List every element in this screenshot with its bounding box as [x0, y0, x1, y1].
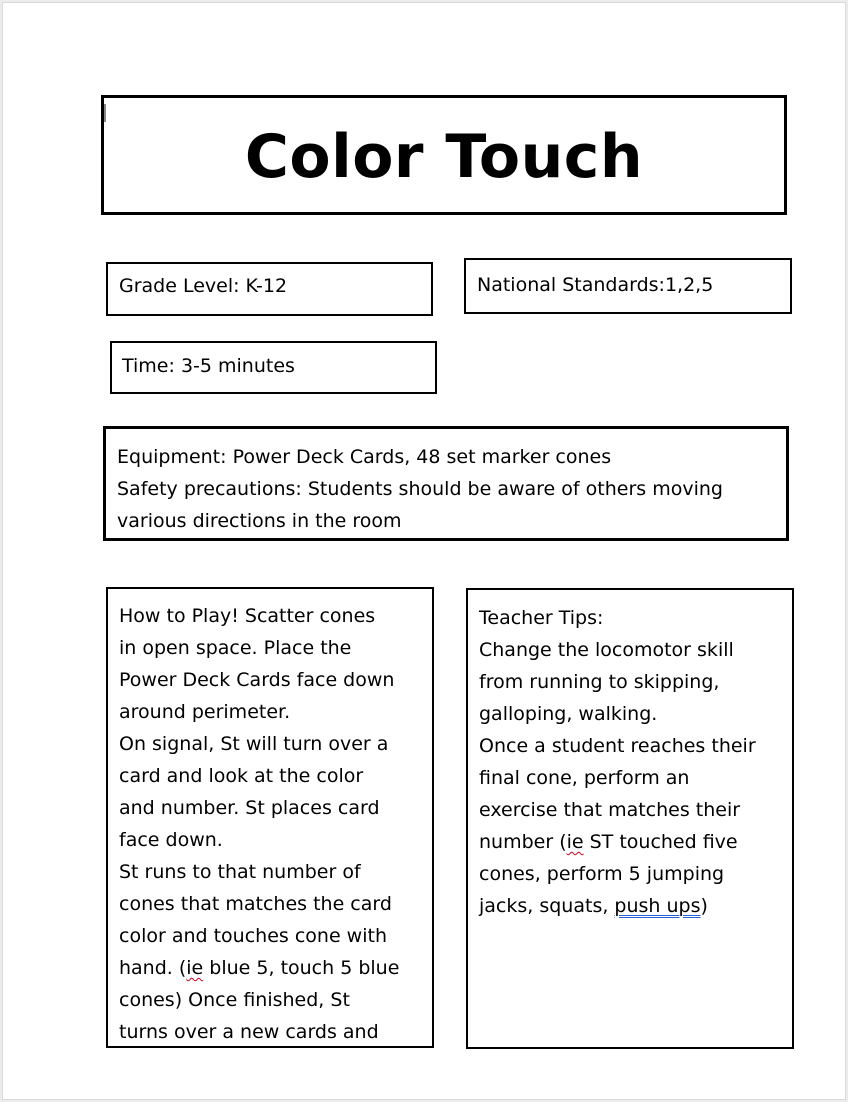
document-page — [2, 2, 846, 1100]
text-line: Change the locomotor skill — [479, 639, 734, 661]
text-segment: ST touched five — [583, 831, 738, 853]
text-line: Teacher Tips: — [479, 607, 604, 629]
national-standards-box — [464, 258, 792, 314]
how-to-play-text — [119, 600, 399, 1048]
text-line: and number. St places card — [119, 797, 380, 819]
text-line — [479, 826, 756, 858]
text-line: cones) Once finished, St — [119, 989, 350, 1011]
national-standards-text: National Standards:1,2,5 — [477, 274, 714, 296]
teacher-tips-text — [479, 602, 756, 922]
time-text: Time: 3-5 minutes — [122, 355, 295, 377]
text-line: On signal, St will turn over a — [119, 733, 389, 755]
grammar-check-phrase[interactable]: push ups — [614, 895, 701, 917]
title-box — [101, 95, 787, 215]
text-line: cones, perform 5 jumping — [479, 863, 725, 885]
text-segment: hand. ( — [119, 957, 187, 979]
text-line: galloping, walking. — [479, 703, 658, 725]
text-segment: blue 5, touch 5 blue — [203, 957, 400, 979]
grade-level-text: Grade Level: K-12 — [119, 275, 288, 297]
safety-line: Safety precautions: Students should be aware of others moving — [117, 478, 723, 500]
text-line: Once a student reaches their — [479, 735, 756, 757]
text-line — [119, 952, 399, 984]
text-line — [479, 890, 756, 922]
text-line: exercise that matches their — [479, 799, 741, 821]
text-segment: ) — [700, 895, 708, 917]
text-line: turns over a new cards and — [119, 1021, 379, 1043]
text-segment: jacks, squats, — [479, 895, 615, 917]
text-line: final cone, perform an — [479, 767, 690, 789]
spellcheck-word[interactable]: ie — [186, 957, 204, 979]
text-line: around perimeter. — [119, 701, 291, 723]
text-line: cones that matches the card — [119, 893, 392, 915]
equipment-line: Equipment: Power Deck Cards, 48 set marker cones — [117, 446, 612, 468]
text-cursor — [104, 104, 106, 122]
equipment-safety-text — [117, 441, 778, 537]
page-title: Color Touch — [244, 122, 644, 192]
text-line: from running to skipping, — [479, 671, 720, 693]
text-line: Power Deck Cards face down — [119, 669, 395, 691]
time-box — [110, 341, 437, 394]
equipment-safety-box — [103, 426, 789, 541]
text-line: color and touches cone with — [119, 925, 387, 947]
grade-level-box — [106, 262, 433, 316]
safety-line: various directions in the room — [117, 510, 402, 532]
text-line: in open space. Place the — [119, 637, 352, 659]
text-line: card and look at the color — [119, 765, 364, 787]
how-to-play-box — [106, 587, 434, 1048]
teacher-tips-box — [466, 588, 794, 1049]
text-line: face down. — [119, 829, 223, 851]
spellcheck-word[interactable]: ie — [566, 831, 584, 853]
text-line: How to Play! Scatter cones — [119, 605, 376, 627]
text-segment: number ( — [479, 831, 567, 853]
text-line: St runs to that number of — [119, 861, 361, 883]
